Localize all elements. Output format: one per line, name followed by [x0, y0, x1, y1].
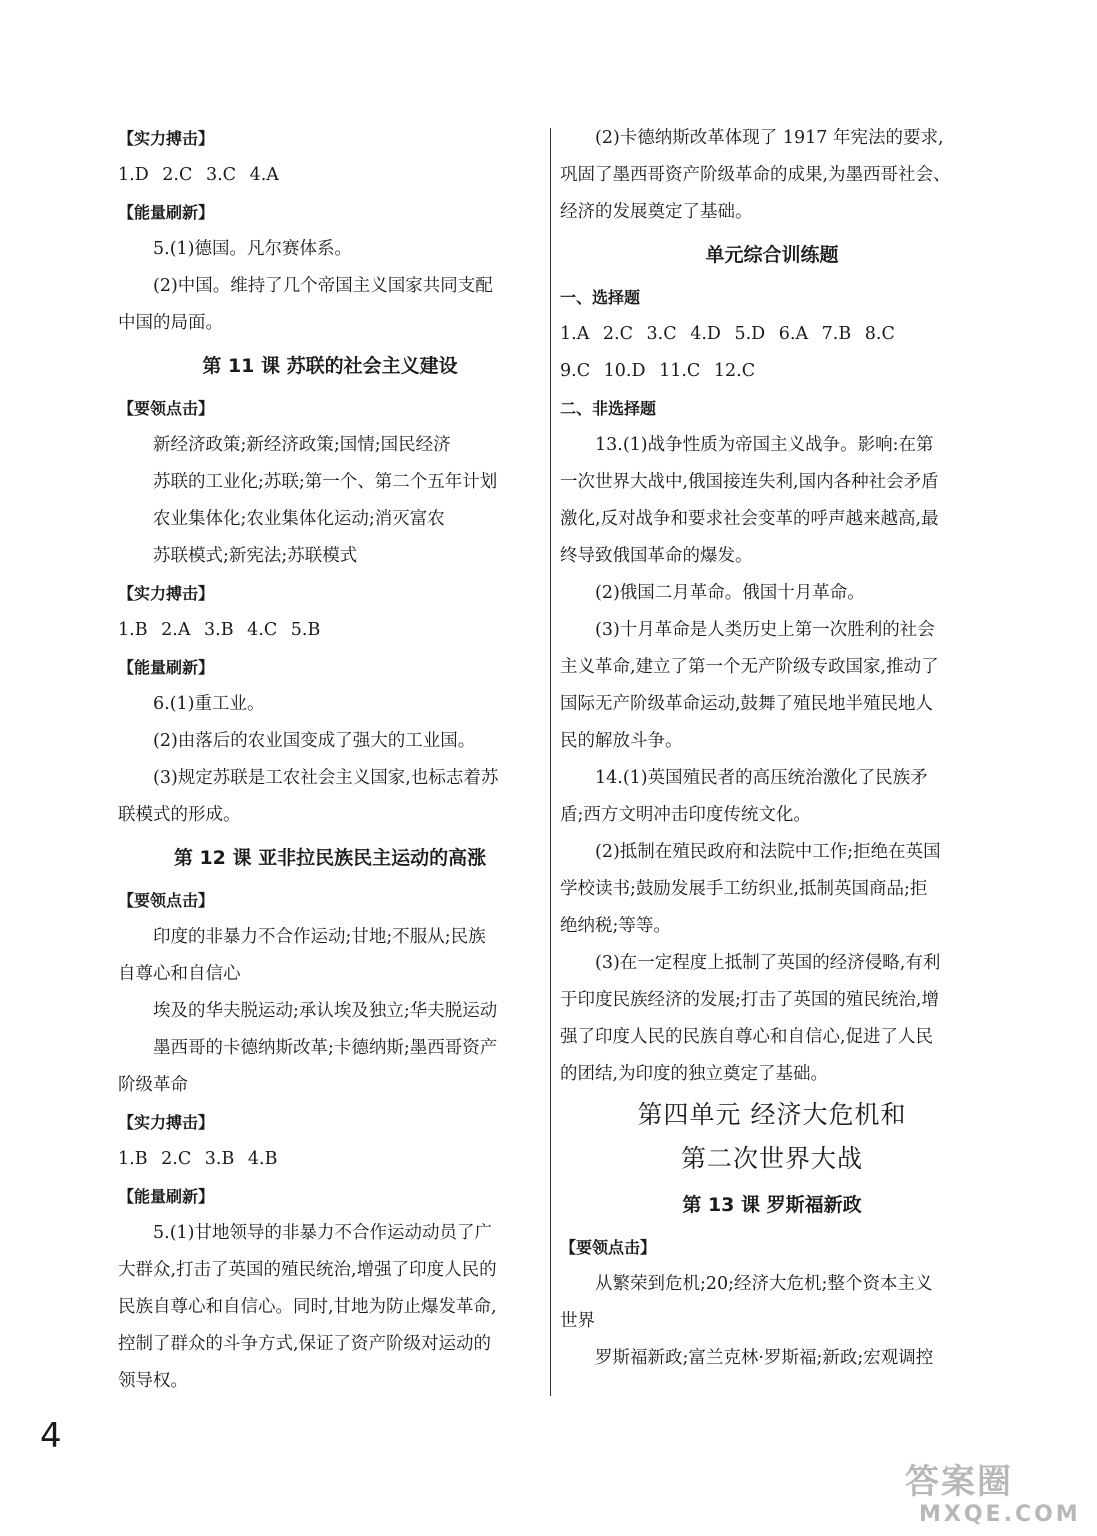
- section-label: 【实力搏击】: [118, 1113, 215, 1132]
- text-line: (2)抵制在殖民政府和法院中工作;拒绝在英国: [595, 842, 941, 862]
- text-line: 强了印度人民的民族自尊心和自信心,促进了人民: [560, 1027, 934, 1047]
- paragraph: [560, 427, 984, 575]
- text-line: 主义革命,建立了第一个无产阶级专政国家,推动了: [560, 657, 939, 677]
- lesson-title: 第 13 课 罗斯福新政: [682, 1194, 862, 1216]
- unit-title-line: 第四单元 经济大危机和: [637, 1100, 907, 1129]
- section-label: 二、非选择题: [560, 399, 657, 418]
- section-label: 一、选择题: [560, 288, 641, 307]
- text-line: 控制了群众的斗争方式,保证了资产阶级对运动的: [118, 1334, 492, 1354]
- text-line: 印度的非暴力不合作运动;甘地;不服从;民族: [153, 927, 486, 947]
- text-line: 国际无产阶级革命运动,鼓舞了殖民地半殖民地人: [560, 694, 934, 714]
- unit-title-line: 第二次世界大战: [680, 1144, 863, 1173]
- text-line: 14.(1)英国殖民者的高压统治激化了民族矛: [595, 768, 928, 788]
- text-line: 自尊心和自信心: [118, 964, 241, 984]
- text-line: 联模式的形成。: [118, 805, 241, 825]
- paragraph: [118, 464, 542, 501]
- text-line: (3)规定苏联是工农社会主义国家,也标志着苏: [153, 768, 499, 788]
- paragraph: [560, 120, 984, 231]
- paragraph: [560, 612, 984, 760]
- right-column: [560, 120, 984, 1377]
- paragraph: [560, 1340, 984, 1377]
- answer-list: 1.A 2.C 3.C 4.D 5.D 6.A 7.B 8.C: [560, 324, 895, 344]
- watermark-logo: 答案圈 MXQE.COM: [905, 1462, 1081, 1527]
- section-label: 【能量刷新】: [118, 658, 215, 677]
- text-line: 苏联的工业化;苏联;第一个、第二个五年计划: [153, 472, 498, 492]
- text-line: 巩固了墨西哥资产阶级革命的成果,为墨西哥社会、: [560, 165, 951, 185]
- paragraph: [118, 538, 542, 575]
- section-label: 【能量刷新】: [118, 203, 215, 222]
- text-line: 一次世界大战中,俄国接连失利,国内各种社会矛盾: [560, 472, 939, 492]
- lesson-title: 第 12 课 亚非拉民族民主运动的高涨: [173, 847, 487, 869]
- answer-list: 1.B 2.A 3.B 4.C 5.B: [118, 620, 321, 640]
- text-line: 农业集体化;农业集体化运动;消灭富农: [153, 509, 445, 529]
- text-line: 5.(1)甘地领导的非暴力不合作运动动员了广: [153, 1223, 492, 1243]
- text-line: 墨西哥的卡德纳斯改革;卡德纳斯;墨西哥资产: [153, 1038, 498, 1058]
- answer-list: 1.D 2.C 3.C 4.A: [118, 165, 279, 185]
- column-divider: [550, 128, 551, 1396]
- text-line: 盾;西方文明冲击印度传统文化。: [560, 805, 811, 825]
- text-line: 6.(1)重工业。: [153, 694, 265, 714]
- paragraph: [118, 919, 542, 993]
- page-number: 4: [40, 1416, 62, 1456]
- paragraph: [118, 760, 542, 834]
- paragraph: [560, 945, 984, 1093]
- paragraph: [118, 501, 542, 538]
- lesson-title: 第 11 课 苏联的社会主义建设: [202, 355, 458, 377]
- unit-title: [560, 1093, 984, 1181]
- text-line: 13.(1)战争性质为帝国主义战争。影响:在第: [595, 435, 934, 455]
- section-label: 【要领点击】: [560, 1238, 657, 1257]
- paragraph: [118, 1030, 542, 1104]
- section-label: 【要领点击】: [118, 399, 215, 418]
- text-line: (3)十月革命是人类历史上第一次胜利的社会: [595, 620, 935, 640]
- text-line: 绝纳税;等等。: [560, 916, 671, 936]
- paragraph: [118, 723, 542, 760]
- answer-list: 1.B 2.C 3.B 4.B: [118, 1149, 278, 1169]
- paragraph: [118, 993, 542, 1030]
- text-line: 领导权。: [118, 1371, 188, 1391]
- section-label: 【要领点击】: [118, 891, 215, 910]
- text-line: 民的解放斗争。: [560, 731, 683, 751]
- text-line: 阶级革命: [118, 1075, 188, 1095]
- paragraph: [560, 760, 984, 834]
- paragraph: [560, 834, 984, 945]
- text-line: 世界: [560, 1311, 595, 1331]
- text-line: 大群众,打击了英国的殖民统治,增强了印度人民的: [118, 1260, 497, 1280]
- text-line: 于印度民族经济的发展;打击了英国的殖民统治,增: [560, 990, 939, 1010]
- paragraph: [118, 231, 542, 268]
- text-line: 罗斯福新政;富兰克林·罗斯福;新政;宏观调控: [595, 1348, 934, 1368]
- paragraph: [118, 686, 542, 723]
- text-line: (2)由落后的农业国变成了强大的工业国。: [153, 731, 476, 751]
- text-line: 从繁荣到危机;20;经济大危机;整个资本主义: [595, 1274, 933, 1294]
- paragraph: [118, 1215, 542, 1400]
- lesson-title: 单元综合训练题: [705, 244, 839, 266]
- text-line: 5.(1)德国。凡尔赛体系。: [153, 239, 352, 259]
- text-line: 苏联模式;新宪法;苏联模式: [153, 546, 358, 566]
- text-line: 的团结,为印度的独立奠定了基础。: [560, 1064, 829, 1084]
- section-label: 【实力搏击】: [118, 584, 215, 603]
- text-line: 埃及的华夫脱运动;承认埃及独立;华夫脱运动: [153, 1001, 498, 1021]
- text-line: 民族自尊心和自信心。同时,甘地为防止爆发革命,: [118, 1297, 497, 1317]
- text-line: (2)中国。维持了几个帝国主义国家共同支配: [153, 276, 493, 296]
- text-line: 学校读书;鼓励发展手工纺织业,抵制英国商品;拒: [560, 879, 928, 899]
- text-line: 激化,反对战争和要求社会变革的呼声越来越高,最: [560, 509, 939, 529]
- paragraph: [118, 268, 542, 342]
- section-label: 【能量刷新】: [118, 1187, 215, 1206]
- left-column: [118, 120, 542, 1400]
- text-line: 新经济政策;新经济政策;国情;国民经济: [153, 435, 451, 455]
- paragraph: [560, 575, 984, 612]
- text-line: 经济的发展奠定了基础。: [560, 202, 753, 222]
- text-line: (3)在一定程度上抵制了英国的经济侵略,有利: [595, 953, 941, 973]
- answer-list: 9.C 10.D 11.C 12.C: [560, 361, 756, 381]
- text-line: (2)俄国二月革命。俄国十月革命。: [595, 583, 865, 603]
- paragraph: [118, 427, 542, 464]
- paragraph: [560, 1266, 984, 1340]
- text-line: (2)卡德纳斯改革体现了 1917 年宪法的要求,: [595, 128, 944, 148]
- section-label: 【实力搏击】: [118, 129, 215, 148]
- text-line: 中国的局面。: [118, 313, 223, 333]
- text-line: 终导致俄国革命的爆发。: [560, 546, 753, 566]
